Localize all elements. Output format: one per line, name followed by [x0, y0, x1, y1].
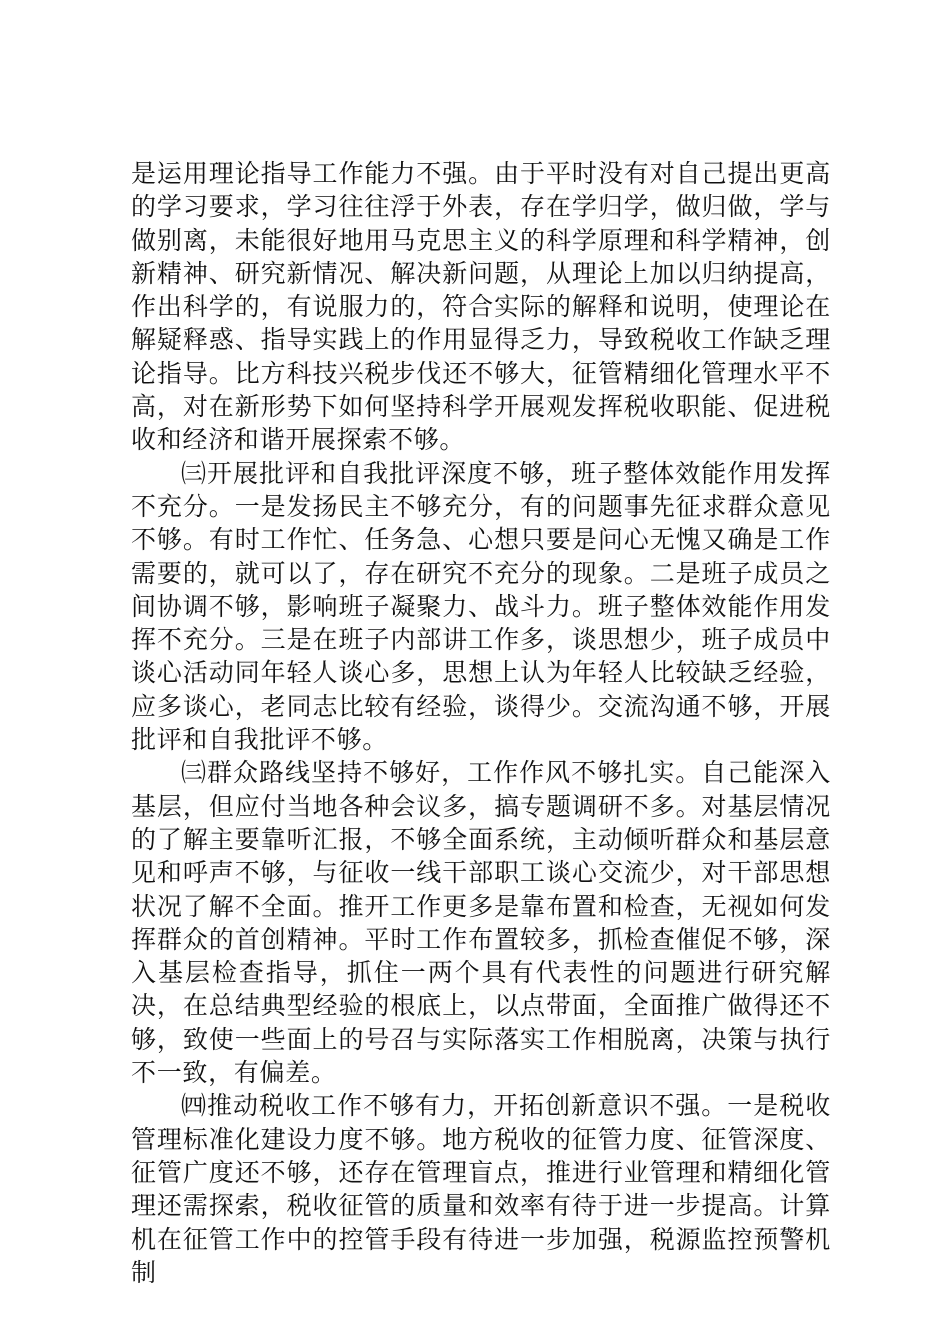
paragraph-criticism-self-criticism: ㈢开展批评和自我批评深度不够，班子整体效能作用发挥不充分。一是发扬民主不够充分，有的问题事先征求群众意见不够。有时工作忙、任务急、心想只要是问心无愧又确是工作需要的，就可以了，存在研究不充分的现象。二是班子成员之间协调不够，影响班子凝聚力、战斗力。班子整体效能作用发挥不充分。三是在班子内部讲工作多，谈思想少，班子成员中谈心活动同年轻人谈心多，思想上认为年轻人比较缺乏经验，应多谈心，老同志比较有经验，谈得少。交流沟通不够，开展批评和自我批评不够。 [131, 458, 831, 755]
paragraph-tax-work-innovation: ㈣推动税收工作不够有力，开拓创新意识不强。一是税收管理标准化建设力度不够。地方税收的征管力度、征管深度、征管广度还不够，还存在管理盲点，推进行业管理和精细化管理还需探索，税收征管的质量和效率有待于进一步提高。计算机在征管工作中的控管手段有待进一步加强，税源监控预警机制 [131, 1091, 831, 1287]
document-page [131, 157, 831, 1289]
paragraph-mass-line: ㈢群众路线坚持不够好，工作作风不够扎实。自己能深入基层，但应付当地各种会议多，搞专题调研不多。对基层情况的了解主要靠听汇报，不够全面系统，主动倾听群众和基层意见和呼声不够，与征收一线干部职工谈心交流少，对干部思想状况了解不全面。推开工作更多是靠布置和检查，无视如何发挥群众的首创精神。平时工作布置较多，抓检查催促不够，深入基层检查指导，抓住一两个具有代表性的问题进行研究解决，在总结典型经验的根底上，以点带面，全面推广做得还不够，致使一些面上的号召与实际落实工作相脱离，决策与执行不一致，有偏差。 [131, 758, 831, 1088]
paragraph-theory-guidance: 是运用理论指导工作能力不强。由于平时没有对自己提出更高的学习要求，学习往往浮于外表，存在学归学，做归做，学与做别离，未能很好地用马克思主义的科学原理和科学精神，创新精神、研究新情况、解决新问题，从理论上加以归纳提高，作出科学的，有说服力的，符合实际的解释和说明，使理论在解疑释惑、指导实践上的作用显得乏力，导致税收工作缺乏理论指导。比方科技兴税步伐还不够大，征管精细化管理水平不高，对在新形势下如何坚持科学开展观发挥税收职能、促进税收和经济和谐开展探索不够。 [131, 159, 831, 455]
